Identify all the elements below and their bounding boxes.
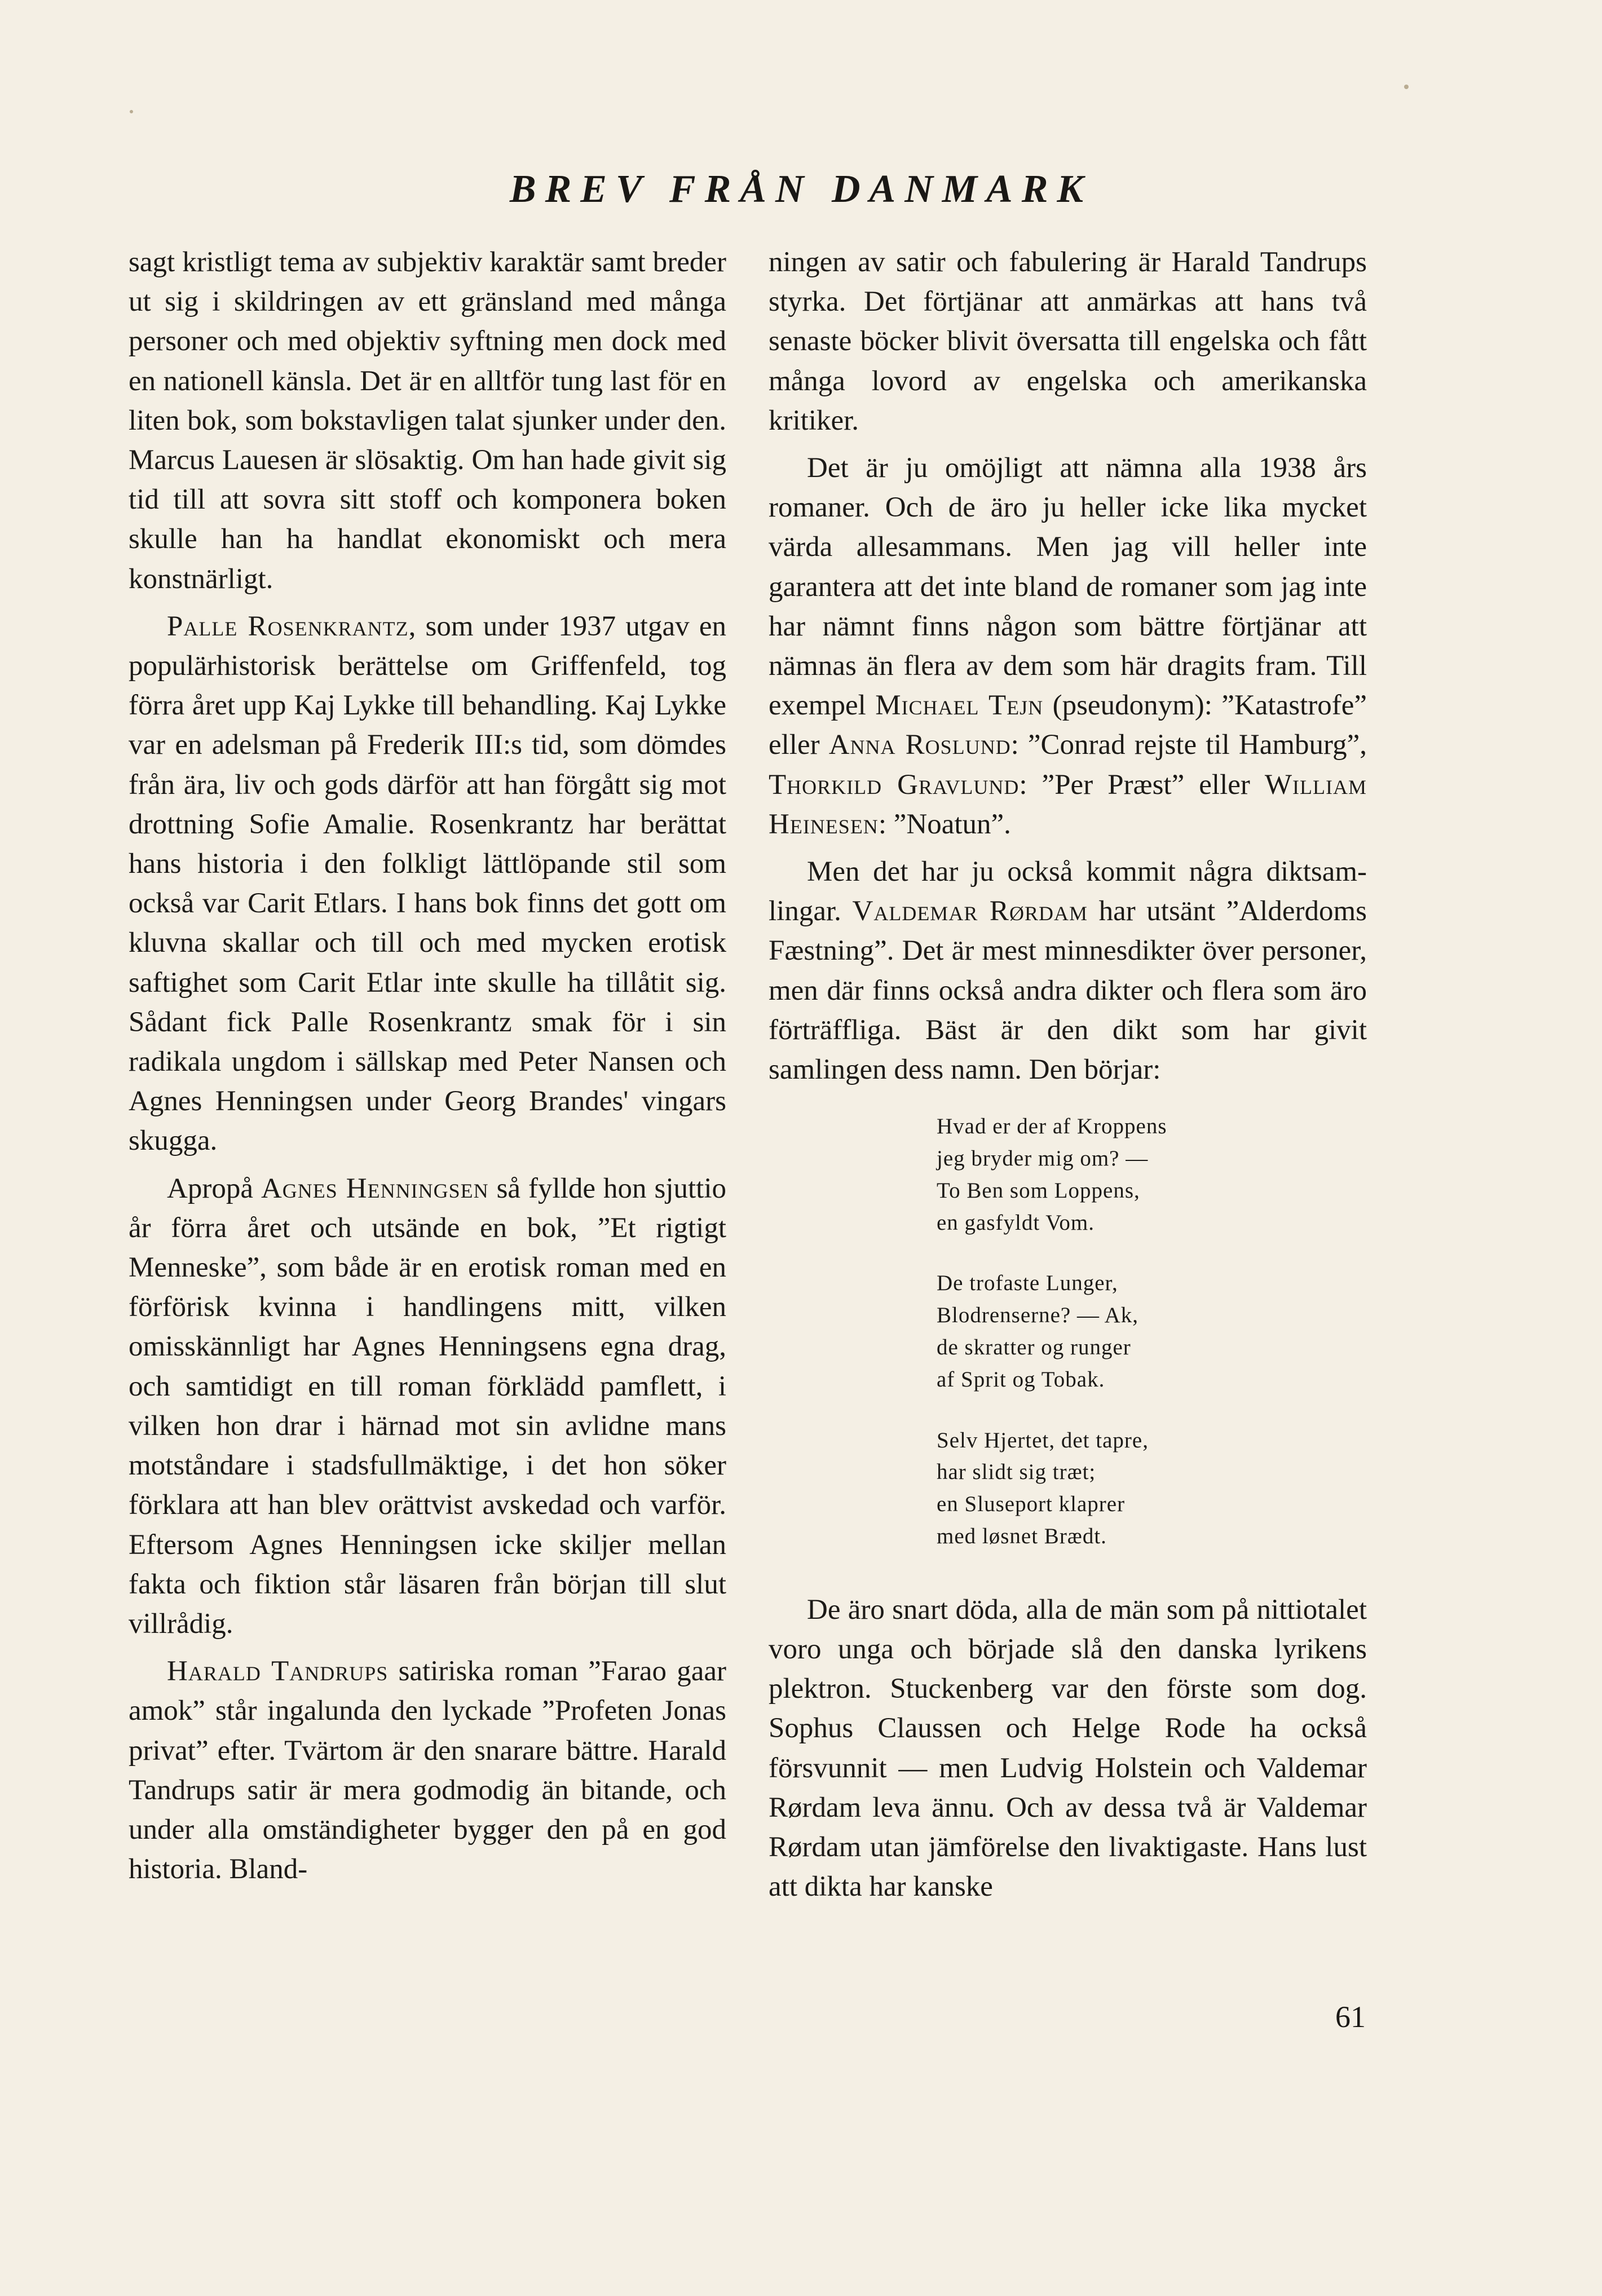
page-number: 61 bbox=[1335, 2000, 1366, 2034]
author-name: William Heinesen bbox=[769, 769, 1367, 840]
paragraph-text: , som under 1937 utgav en populärhistorisk berättelse om Griffenfeld, tog förra året upp Kaj Lykke till behandling. Kaj Lykke var en adelsman på Frederik III:s tid, som dömdes från ära, liv och gods därför att han förgått sig mot drottning Sofie Amalie. Rosenkrantz har berättat hans historia i den folkligt lättlöpande stil som också var Carit Etlars. I hans bok finns det gott om kluvna skallar och till och med mycken erotisk saftighet som Carit Etlar inte skulle ha tillåtit sig. Sådant fick Palle Rosenkrantz smak för i sin radikala ungdom i sällskap med Peter Nansen och Agnes Henningsen under Georg Brandes' vingars skugga. bbox=[129, 610, 727, 1157]
author-name: Palle Rosenkrantz bbox=[167, 610, 409, 642]
paragraph bbox=[129, 1652, 726, 1889]
poem-line: en gasfyldt Vom. bbox=[937, 1210, 1095, 1235]
poem bbox=[937, 1111, 1367, 1553]
paragraph-text: Apropå bbox=[167, 1172, 261, 1204]
poem-line: Hvad er der af Kroppens bbox=[937, 1114, 1167, 1139]
paragraph bbox=[769, 448, 1367, 844]
poem-line: har slidt sig træt; bbox=[937, 1460, 1096, 1485]
poem-line: de skratter og runger bbox=[937, 1335, 1131, 1360]
author-name: Anna Roslund bbox=[828, 729, 1011, 761]
paragraph bbox=[129, 607, 726, 1161]
paragraph-text: Det är ju omöjligt att nämna alla 1938 års romaner. Och de äro ju heller icke lika mycket värda allesammans. Men jag vill heller inte garantera att det inte bland de romaner som jag inte har nämnt finns någon som bättre förtjänar att nämnas än flera av dem som här dragits fram. Till exempel bbox=[769, 452, 1367, 722]
poem-line: jeg bryder mig om? — bbox=[937, 1146, 1149, 1171]
author-name: Valdemar Rørdam bbox=[852, 895, 1088, 928]
running-title: BREV FRÅN DANMARK bbox=[509, 167, 1093, 211]
poem-stanza bbox=[937, 1425, 1367, 1553]
left-column bbox=[129, 242, 726, 1897]
paragraph-text: : ”Per Præst” eller bbox=[1019, 769, 1265, 801]
poem-line: To Ben som Loppens, bbox=[937, 1178, 1140, 1203]
paper-speck bbox=[130, 110, 133, 113]
poem-line: en Sluseport klaprer bbox=[937, 1492, 1126, 1517]
author-name: Agnes Henningsen bbox=[261, 1172, 489, 1204]
paragraph-text: : ”Conrad rejste til Hamburg”, bbox=[1010, 729, 1367, 761]
poem-stanza bbox=[937, 1111, 1367, 1239]
poem-line: med løsnet Brædt. bbox=[937, 1524, 1107, 1549]
paragraph-text: Men det har ju också kommit några diktsamlingar. bbox=[769, 856, 1367, 928]
paragraph-text: har utsänt ”Alderdoms Fæstning”. Det är mest minnesdikter över personer, men där finns också andra dikter och flera som äro förträffliga. Bäst är den dikt som har givit samlingen dess namn. Den börjar: bbox=[769, 895, 1367, 1086]
author-name: Thorkild Gravlund bbox=[769, 769, 1020, 801]
paragraph: ningen av satir och fabulering är Harald Tandrups styrka. Det förtjänar att anmärkas att hans två senaste böcker blivit översatta till engelska och fått många lovord av engelska och amerikanska kritiker. bbox=[769, 246, 1367, 436]
poem-line: Selv Hjertet, det tapre, bbox=[937, 1428, 1149, 1452]
poem-line: Blodrenserne? — Ak, bbox=[937, 1303, 1139, 1328]
right-column bbox=[769, 242, 1367, 1914]
paragraph bbox=[769, 852, 1367, 1089]
author-name: Harald Tandrups bbox=[167, 1655, 389, 1688]
paragraph-text: så fyllde hon sjuttio år förra året och utsände en bok, ”Et rigtigt Menneske”, som både är en erotisk roman med en förförisk kvinna i handlingens mitt, vilken omisskännligt har Agnes Henningsens egna drag, och samtidigt en till roman förklädd pamflett, i vilken hon drar i härnad mot sin avlidne mans motståndare i stadsfullmäktige, i det hon söker förklara att han blev orättvist avskedad och varför. Eftersom Agnes Henningsen icke skiljer mellan fakta och fiktion står läsaren från början till slut villrådig. bbox=[129, 1172, 726, 1640]
paper-speck bbox=[1404, 85, 1409, 89]
paragraph: sagt kristligt tema av subjektiv karaktär samt breder ut sig i skildringen av ett gränsland med många personer och med objektiv syftning men dock med en nationell känsla. Det är en alltför tung last för en liten bok, som bokstavligen talat sjunker under den. Marcus Lauesen är slösaktig. Om han hade givit sig tid till att sovra sitt stoff och komponera boken skulle han ha handlat ekonomiskt och mera konstnärligt. bbox=[129, 246, 726, 595]
poem-stanza bbox=[937, 1268, 1367, 1396]
paragraph-text: satiriska roman ”Farao gaar amok” står ingalunda den lyckade ”Profeten Jonas privat” efter. Tvärtom är den snarare bättre. Harald Tandrups satir är mera godmodig än bitande, och under alla omständigheter bygger den på en god historia. Bland- bbox=[129, 1655, 727, 1886]
paragraph-text: (pseudonym): ”Katastrofe” eller bbox=[769, 690, 1367, 761]
paragraph-text: : ”Noatun”. bbox=[878, 808, 1011, 840]
poem-line: De trofaste Lunger, bbox=[937, 1271, 1118, 1296]
author-name: Michael Tejn bbox=[875, 690, 1044, 722]
poem-line: af Sprit og Tobak. bbox=[937, 1367, 1105, 1392]
paragraph bbox=[129, 1169, 726, 1644]
paragraph: De äro snart döda, alla de män som på nittiotalet voro unga och började slå den danska lyrikens plektron. Stuckenberg var den förste som dog. Sophus Claussen och Helge Rode ha också försvunnit — men Ludvig Holstein och Valdemar Rørdam leva ännu. Och av dessa två är Valdemar Rørdam utan jämförelse den livaktigaste. Hans lust att dikta har kanske bbox=[769, 1593, 1367, 1903]
